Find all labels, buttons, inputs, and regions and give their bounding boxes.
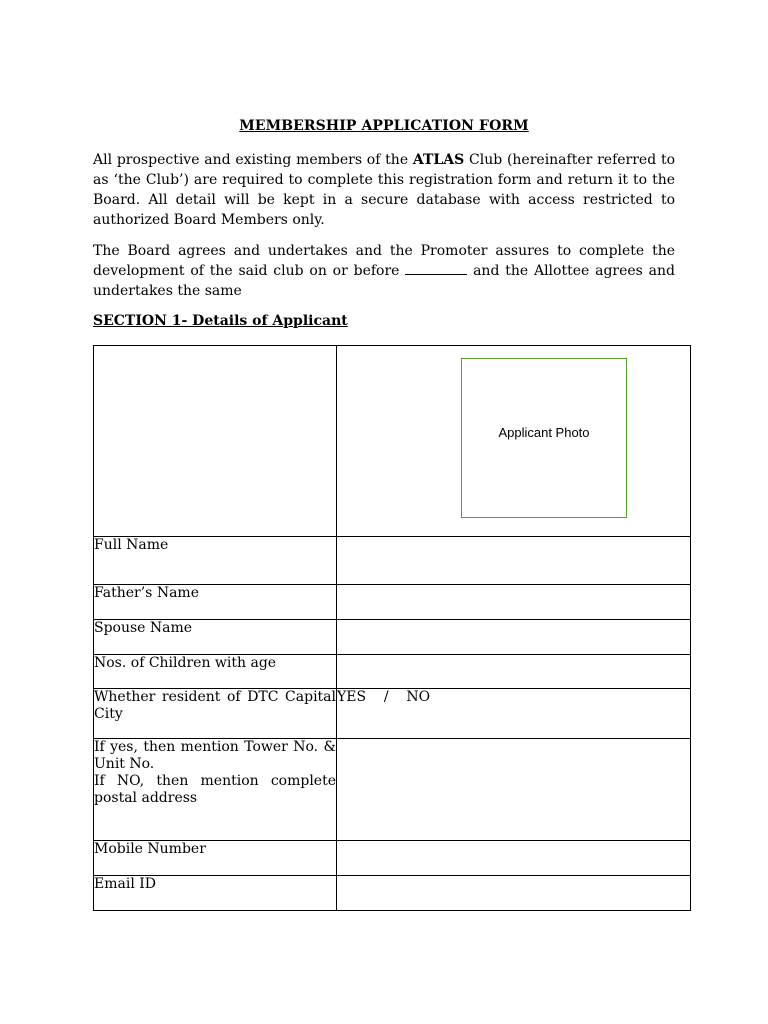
table-row	[94, 537, 691, 585]
resident-label: Whether resident of DTC Capital City	[94, 689, 337, 739]
no-option[interactable]: NO	[406, 689, 431, 705]
undertaking-text-end: and the Allottee agrees and undertakes the same	[93, 263, 675, 299]
intro-text-start: All prospective and existing members of the	[93, 152, 413, 168]
table-row	[94, 655, 691, 689]
address-field[interactable]	[337, 739, 691, 841]
table-row	[94, 841, 691, 876]
mobile-number-field[interactable]	[337, 841, 691, 876]
full-name-field[interactable]	[337, 537, 691, 585]
table-row	[94, 689, 691, 739]
photo-row-label-cell	[94, 346, 337, 537]
photo-cell	[337, 346, 691, 537]
fathers-name-label: Father’s Name	[94, 585, 337, 620]
table-row	[94, 620, 691, 655]
option-separator: /	[383, 689, 389, 705]
mobile-number-label: Mobile Number	[94, 841, 337, 876]
intro-text-end: Club (hereinafter referred to as ‘the Club’) are required to complete this registration form and return it to the Board. All detail will be kept in a secure database with access restricted to authorized Board Members only.	[93, 152, 675, 228]
email-id-field[interactable]	[337, 876, 691, 911]
table-row	[94, 585, 691, 620]
address-label	[94, 739, 337, 841]
table-row	[94, 876, 691, 911]
photo-row	[94, 346, 691, 537]
full-name-label: Full Name	[94, 537, 337, 585]
address-label-no: If NO, then mention complete postal address	[94, 773, 336, 806]
undertaking-text-start: The Board agrees and undertakes and the Promoter assures to complete the development of the said club on or before	[93, 243, 675, 279]
applicant-details-table	[93, 345, 691, 911]
yes-option[interactable]: YES	[337, 689, 367, 705]
children-field[interactable]	[337, 655, 691, 689]
fathers-name-field[interactable]	[337, 585, 691, 620]
club-name: ATLAS	[412, 152, 465, 168]
email-id-label: Email ID	[94, 876, 337, 911]
children-label: Nos. of Children with age	[94, 655, 337, 689]
spouse-name-label: Spouse Name	[94, 620, 337, 655]
undertaking-paragraph	[93, 241, 675, 301]
page-title: MEMBERSHIP APPLICATION FORM	[239, 118, 529, 134]
spouse-name-field[interactable]	[337, 620, 691, 655]
table-row	[94, 739, 691, 841]
intro-paragraph	[93, 150, 675, 230]
section-heading: SECTION 1- Details of Applicant	[93, 313, 348, 329]
applicant-photo-box[interactable]	[461, 358, 627, 518]
date-blank[interactable]	[405, 262, 467, 275]
applicant-photo-label: Applicant Photo	[498, 424, 590, 440]
resident-field[interactable]	[337, 689, 691, 739]
address-label-yes: If yes, then mention Tower No. & Unit No.	[94, 739, 336, 772]
